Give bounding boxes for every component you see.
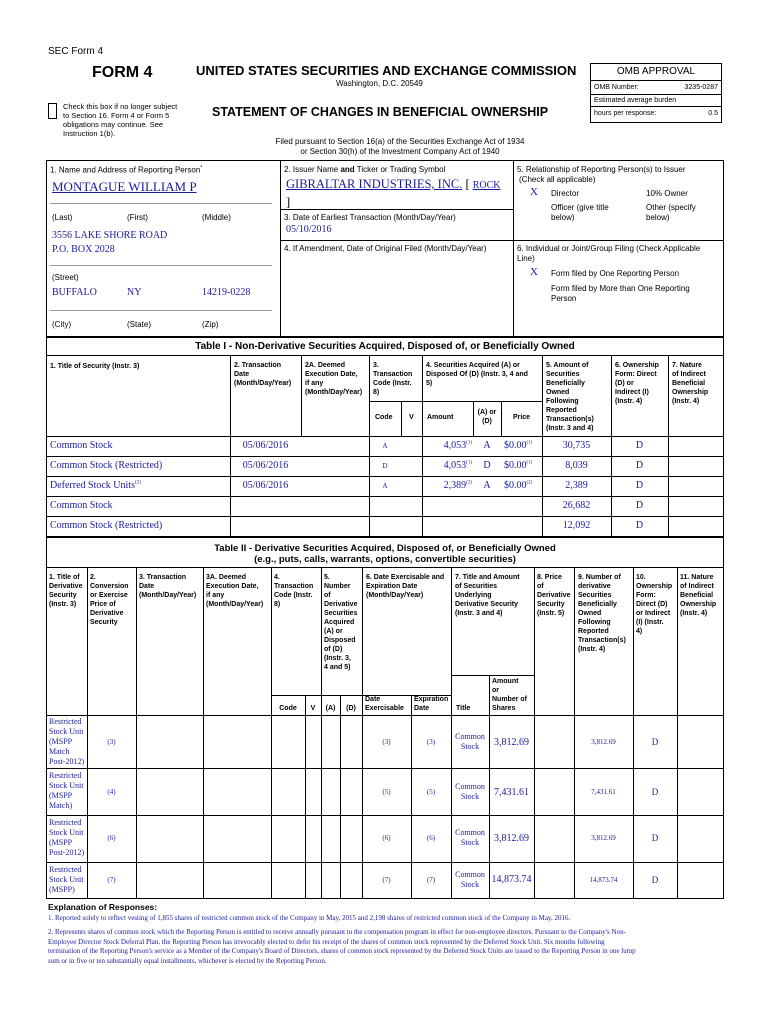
table-row: Common Stock (Restricted) xyxy=(50,520,163,531)
t2-row-form: D xyxy=(651,833,659,843)
t1-col-securities: 4. Securities Acquired (A) or Disposed Of (D) (Instr. 3, 4 and 5) xyxy=(426,362,528,387)
t1-row-amount: 4,053$^{(1)}$ xyxy=(443,460,472,471)
t1-col-date: 2. Transaction Date (Month/Day/Year) xyxy=(234,362,292,387)
first-label: (First) xyxy=(127,213,148,222)
t1-row-form: D xyxy=(635,480,644,491)
t2-col-owned: 9. Number of derivative Securities Beneficially Owned Following Reported Transaction(s) (Instr. 4) xyxy=(578,574,626,653)
t1-col-code: 3. Transaction Code (Instr. 8) xyxy=(373,362,413,396)
officer-label: Officer (give title below) xyxy=(551,203,609,222)
t2-row-conv: (6) xyxy=(107,834,116,842)
issuer-label: 2. Issuer Name and Ticker or Trading Symbol xyxy=(284,165,446,174)
statement-title: STATEMENT OF CHANGES IN BENEFICIAL OWNERSHIP xyxy=(212,105,549,119)
t1-row-price: $0.00$^{(2)}$ xyxy=(504,480,533,491)
t1-row-amount: 4,053$^{(1)}$ xyxy=(443,440,472,451)
t2-col-price: 8. Price of Derivative Security (Instr. 5) xyxy=(537,574,571,617)
t2-row-owned: 14,873.74 xyxy=(589,876,618,884)
state-value: NY xyxy=(127,287,142,298)
relationship-label: 5. Relationship of Reporting Person(s) to Issuer (Check all applicable) xyxy=(517,165,686,184)
t1-sub-aord: (A) or (D) xyxy=(477,409,497,425)
t2-row-utitle: Common Stock xyxy=(455,828,485,847)
t1-row-form: D xyxy=(635,460,644,471)
t2-sub-amount: Amount or Number of Shares xyxy=(492,678,527,712)
table-row: Common Stock xyxy=(50,440,113,451)
issuer-name-link[interactable]: GIBRALTAR INDUSTRIES, INC. xyxy=(286,177,463,191)
t1-row-date: 05/06/2016 xyxy=(242,480,289,491)
t2-row-conv: (4) xyxy=(107,788,116,796)
t2-col-number: 5. Number of Derivative Securities Acquired (A) or Disposed of (D) (Instr. 3, 4 and 5) xyxy=(324,574,358,671)
table-row: Deferred Stock Units$^{(2)}$ xyxy=(50,480,141,491)
t2-sub-expiration: Expiration Date xyxy=(414,696,449,712)
one-person-checkmark[interactable]: X xyxy=(530,266,538,278)
director-label: Director xyxy=(551,189,580,198)
t2-row-form: D xyxy=(651,787,659,797)
t2-row-conv: (3) xyxy=(107,738,116,746)
t2-row-uamount: 7,431.61 xyxy=(494,787,529,798)
t2-sub-a: (A) xyxy=(325,705,336,712)
form-title: FORM 4 xyxy=(92,64,153,81)
hours-value: 0.5 xyxy=(708,110,718,117)
t2-row-owned: 3,812.69 xyxy=(591,738,616,746)
t1-row-form: D xyxy=(635,440,644,451)
t2-sub-code: Code xyxy=(279,705,297,712)
t1-row-price: $0.00$^{(1)}$ xyxy=(504,460,533,471)
earliest-date-value: 05/10/2016 xyxy=(286,224,332,235)
t1-row-owned: 30,735 xyxy=(562,440,591,451)
t1-col-nature: 7. Nature of Indirect Beneficial Ownership (Instr. 4) xyxy=(672,362,709,405)
t2-row-uamount: 3,812.69 xyxy=(494,737,529,748)
t2-col-deemed: 3A. Deemed Execution Date, if any (Month/Day/Year) xyxy=(206,574,264,608)
omb-approval-box xyxy=(590,63,722,123)
t1-col-title: 1. Title of Security (Instr. 3) xyxy=(50,363,140,370)
t1-col-deemed: 2A. Deemed Execution Date, if any (Month/Day/Year) xyxy=(305,362,363,396)
other-label: Other (specify below) xyxy=(646,203,696,222)
t2-row-form: D xyxy=(651,875,659,885)
t2-row-owned: 3,812.69 xyxy=(591,834,616,842)
t1-row-code: A xyxy=(382,482,388,490)
t2-col-nature: 11. Nature of Indirect Beneficial Ownership (Instr. 4) xyxy=(680,574,717,617)
footnote-1: 1. Reported solely to reflect vesting of 1,855 shares of restricted common stock of the Company in May, 2015 and 2,198 shares of restricted common stock of the Company in May, 2016. xyxy=(48,914,571,922)
t2-row-exp: (6) xyxy=(426,834,436,842)
director-checkmark[interactable]: X xyxy=(530,186,538,198)
city-value: BUFFALO xyxy=(52,287,97,298)
t2-row-exer: (5) xyxy=(382,788,391,796)
t2-col-form: 10. Ownership Form: Direct (D) or Indirect (I) (Instr. 4) xyxy=(636,574,673,635)
t1-col-ownership-form: 6. Ownership Form: Direct (D) or Indirect (I) (Instr. 4) xyxy=(615,362,659,405)
reporting-person-name[interactable]: MONTAGUE WILLIAM P xyxy=(52,179,197,194)
middle-label: (Middle) xyxy=(202,213,231,222)
t1-row-code: D xyxy=(382,462,388,470)
last-label: (Last) xyxy=(52,213,73,222)
t1-row-date: 05/06/2016 xyxy=(242,460,289,471)
omb-title: OMB APPROVAL xyxy=(591,64,721,81)
footnote-2: 2. Represents shares of common stock which the Reporting Person is entitled to receive annually pursuant to the compensation program in effect for non-employee directors. Pursuant to the Company's Non- Employee Director Stock Deferral Plan, the Reporting Person has irrevocably elected to defer his receipt of the shares of common stock represented by the Deferred Stock Unit. Six months following termination of the Reporting Person's service as a Member of the Company's Board of Directors, shares of common stock represented by the Deferred Stock Units are issued to the Reporting Person in one lump sum or in five or ten substantially equal installments, whichever is elected by the Reporting Person. xyxy=(48,928,636,965)
checkbox-instruction: Check this box if no longer subject to Section 16. Form 4 or Form 5 obligations may continue. See Instruction 1(b). xyxy=(63,102,178,138)
issuer-name-ticker: GIBRALTAR INDUSTRIES, INC. [ ROCK ] xyxy=(286,177,501,209)
t2-row-utitle: Common Stock xyxy=(455,782,485,801)
t2-col-conversion: 2. Conversion or Exercise Price of Derivative Security xyxy=(90,574,129,626)
t1-row-owned: 8,039 xyxy=(565,460,588,471)
t1-row-ad: D xyxy=(483,460,491,471)
t2-sub-date-exercisable: Date Exercisable xyxy=(365,696,404,712)
t2-col-code: 4. Transaction Code (Instr. 8) xyxy=(274,574,314,608)
table-row: Common Stock (Restricted) xyxy=(50,460,163,471)
table-1-title: Table I - Non-Derivative Securities Acquired, Disposed of, or Beneficially Owned xyxy=(195,341,575,352)
filing-type-label: 6. Individual or Joint/Group Filing (Check Applicable Line) xyxy=(517,244,701,263)
t1-sub-price: Price xyxy=(512,414,531,421)
reporting-person-label: 1. Name and Address of Reporting Person* xyxy=(50,165,203,175)
city-label: (City) xyxy=(52,320,72,329)
ticker-symbol[interactable]: ROCK xyxy=(472,180,501,191)
t1-row-owned: 12,092 xyxy=(562,520,591,531)
earliest-date-label: 3. Date of Earliest Transaction (Month/Day/Year) xyxy=(284,213,456,222)
t1-row-form: D xyxy=(635,520,644,531)
t1-row-code: A xyxy=(382,442,388,450)
t1-row-ad: A xyxy=(483,480,491,491)
t2-col-title: 1. Title of Derivative Security (Instr. 3) xyxy=(49,574,83,608)
t2-row-utitle: Common Stock xyxy=(455,870,485,889)
table-row: Restricted Stock Unit (MSPP Match Post-2012) xyxy=(49,717,85,766)
burden-label: Estimated average burden xyxy=(591,95,721,107)
zip-label: (Zip) xyxy=(202,320,219,329)
t2-col-underlying: 7. Title and Amount of Securities Underlying Derivative Security (Instr. 3 and 4) xyxy=(455,574,520,617)
ten-percent-owner-label: 10% Owner xyxy=(646,189,688,198)
street-label: (Street) xyxy=(52,273,79,282)
more-person-label: Form filed by More than One Reporting Person xyxy=(551,284,690,303)
filed-pursuant: Filed pursuant to Section 16(a) of the Securities Exchange Act of 1934 or Section 30(h) of the Investment Company Act of 1940 xyxy=(275,137,525,156)
t2-sub-v: V xyxy=(310,705,316,712)
sec-form-label: SEC Form 4 xyxy=(48,46,104,57)
no-longer-subject-checkbox[interactable] xyxy=(48,103,57,119)
t1-row-amount: 2,389$^{(2)}$ xyxy=(443,480,472,491)
table-row: Restricted Stock Unit (MSPP Match) xyxy=(49,771,84,810)
omb-number-value: 3235-0287 xyxy=(684,84,718,91)
explanation-title: Explanation of Responses: xyxy=(48,902,158,912)
t1-sub-v: V xyxy=(409,414,414,421)
omb-number-label: OMB Number: xyxy=(594,84,639,91)
t1-row-owned: 26,682 xyxy=(562,500,591,511)
amendment-label: 4. If Amendment, Date of Original Filed (Month/Day/Year) xyxy=(284,244,487,253)
t1-row-form: D xyxy=(635,500,644,511)
one-person-label: Form filed by One Reporting Person xyxy=(551,269,680,278)
t2-sub-d: (D) xyxy=(346,705,356,712)
reporting-address: 3556 LAKE SHORE ROAD P.O. BOX 2028 xyxy=(52,230,168,255)
location: Washington, D.C. 20549 xyxy=(336,79,423,88)
t2-row-owned: 7,431.61 xyxy=(591,788,616,796)
t2-row-exer: (7) xyxy=(382,876,391,884)
t2-col-exercisable: 6. Date Exercisable and Expiration Date (Month/Day/Year) xyxy=(366,574,445,599)
table-2-title: Table II - Derivative Securities Acquired, Disposed of, or Beneficially Owned (e.g., puts, calls, warrants, options, convertible securities) xyxy=(214,543,556,565)
table-row: Restricted Stock Unit (MSPP Post-2012) xyxy=(49,818,85,857)
t1-row-ad: A xyxy=(483,440,491,451)
t2-col-date: 3. Transaction Date (Month/Day/Year) xyxy=(139,574,197,599)
table-row: Restricted Stock Unit (MSPP) xyxy=(49,865,84,894)
t2-row-uamount: 14,873.74 xyxy=(491,874,532,885)
state-label: (State) xyxy=(127,320,152,329)
t1-row-owned: 2,389 xyxy=(565,480,588,491)
t1-sub-amount: Amount xyxy=(427,414,454,421)
t2-row-exer: (6) xyxy=(382,834,391,842)
t1-row-price: $0.00$^{(1)}$ xyxy=(504,440,533,451)
t2-sub-title: Title xyxy=(456,705,471,712)
t2-row-uamount: 3,812.69 xyxy=(494,833,529,844)
t2-row-form: D xyxy=(651,737,659,747)
t2-row-conv: (7) xyxy=(107,876,116,884)
t2-row-exp: (5) xyxy=(426,788,436,796)
hours-label: hours per response: xyxy=(594,110,657,117)
zip-value: 14219-0228 xyxy=(202,287,251,298)
t2-row-exp: (7) xyxy=(426,876,436,884)
t1-row-date: 05/06/2016 xyxy=(242,440,289,451)
table-row: Common Stock xyxy=(50,500,113,511)
commission-title: UNITED STATES SECURITIES AND EXCHANGE COMMISSION xyxy=(196,63,577,78)
t2-row-exp: (3) xyxy=(426,738,436,746)
t1-col-amount-owned: 5. Amount of Securities Beneficially Owned Following Reported Transaction(s) (Instr. 3 and 4) xyxy=(546,362,594,432)
t2-row-exer: (3) xyxy=(382,738,391,746)
t2-row-utitle: Common Stock xyxy=(455,732,485,751)
t1-sub-code: Code xyxy=(375,414,393,421)
